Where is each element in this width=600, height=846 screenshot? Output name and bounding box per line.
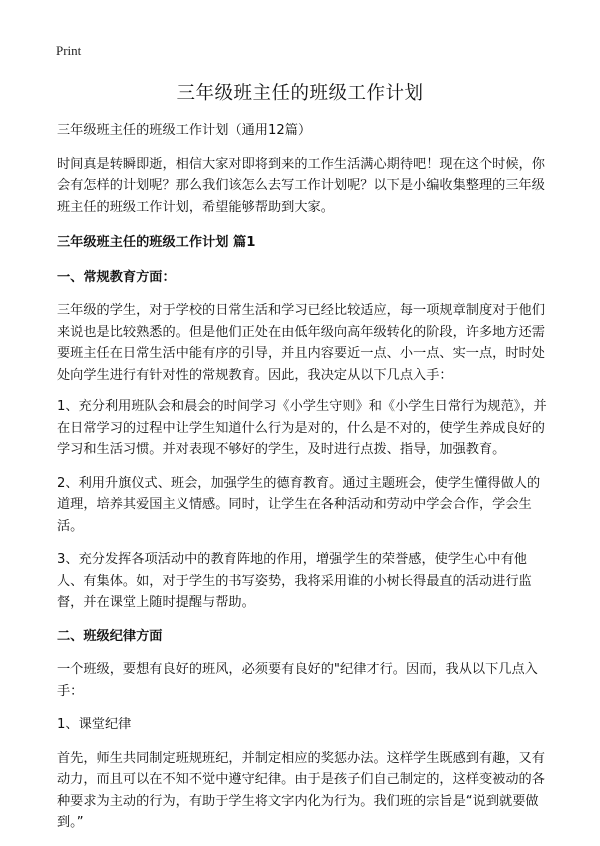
list-item-label: 1、课堂纪律 (57, 717, 132, 732)
print-link[interactable]: Print (56, 43, 82, 58)
article-heading: 三年级班主任的班级工作计划 篇1 (57, 235, 256, 250)
paragraph: 1、充分利用班队会和晨会的时间学习《小学生守则》和《小学生日常行为规范》，并在日常学习的过程中让学生知道什么行为是对的，什么是不对的，使学生养成良好的学习和生活习惯。并对表现不够好的学生，及时进行点拨、指导，加强教育。 (57, 399, 547, 457)
paragraph: 一个班级，要想有良好的班风，必须要有良好的"纪律才行。因而，我从以下几点入手： (57, 662, 538, 699)
intro-paragraph: 时间真是转瞬即逝，相信大家对即将到来的工作生活满心期待吧！现在这个时候，你会有怎样的计划呢？那么我们该怎么去写工作计划呢？以下是小编收集整理的三年级班主任的班级工作计划，希望能够帮助到大家。 (57, 156, 545, 215)
document-body (57, 120, 549, 846)
section-heading-discipline: 二、班级纪律方面 (57, 628, 163, 644)
section-heading-routine: 一、常规教育方面： (57, 269, 176, 285)
document-subtitle: 三年级班主任的班级工作计划（通用12篇） (57, 123, 312, 138)
paragraph: 首先，师生共同制定班规班纪，并制定相应的奖惩办法。这样学生既感到有趣，又有动力，而且可以在不知不觉中遵守纪律。由于是孩子们自己制定的，这样变被动的各种要求为主动的行为，有助于学生将文字内化为行为。我们班的宗旨是“说到就要做到。” (57, 750, 545, 830)
paragraph: 3、充分发挥各项活动中的教育阵地的作用，增强学生的荣誉感，使学生心中有他人、有集体。如，对于学生的书写姿势，我将采用谁的小树长得最直的活动进行监督，并在课堂上随时提醒与帮助。 (57, 552, 532, 610)
paragraph: 2、利用升旗仪式、班会，加强学生的德育教育。通过主题班会，使学生懂得做人的道理，培养其爱国主义情感。同时，让学生在各种活动和劳动中学会合作，学会生活。 (57, 475, 541, 534)
page-title: 三年级班主任的班级工作计划 (176, 83, 424, 104)
paragraph: 三年级的学生，对于学校的日常生活和学习已经比较适应，每一项规章制度对于他们来说也是比较熟悉的。但是他们正处在由低年级向高年级转化的阶段，许多地方还需要班主任在日常生活中能有序的引导，并且内容要近一点、小一点、实一点，时时处处向学生进行有针对性的常规教育。因此，我决定从以下几点入手： (57, 303, 545, 383)
